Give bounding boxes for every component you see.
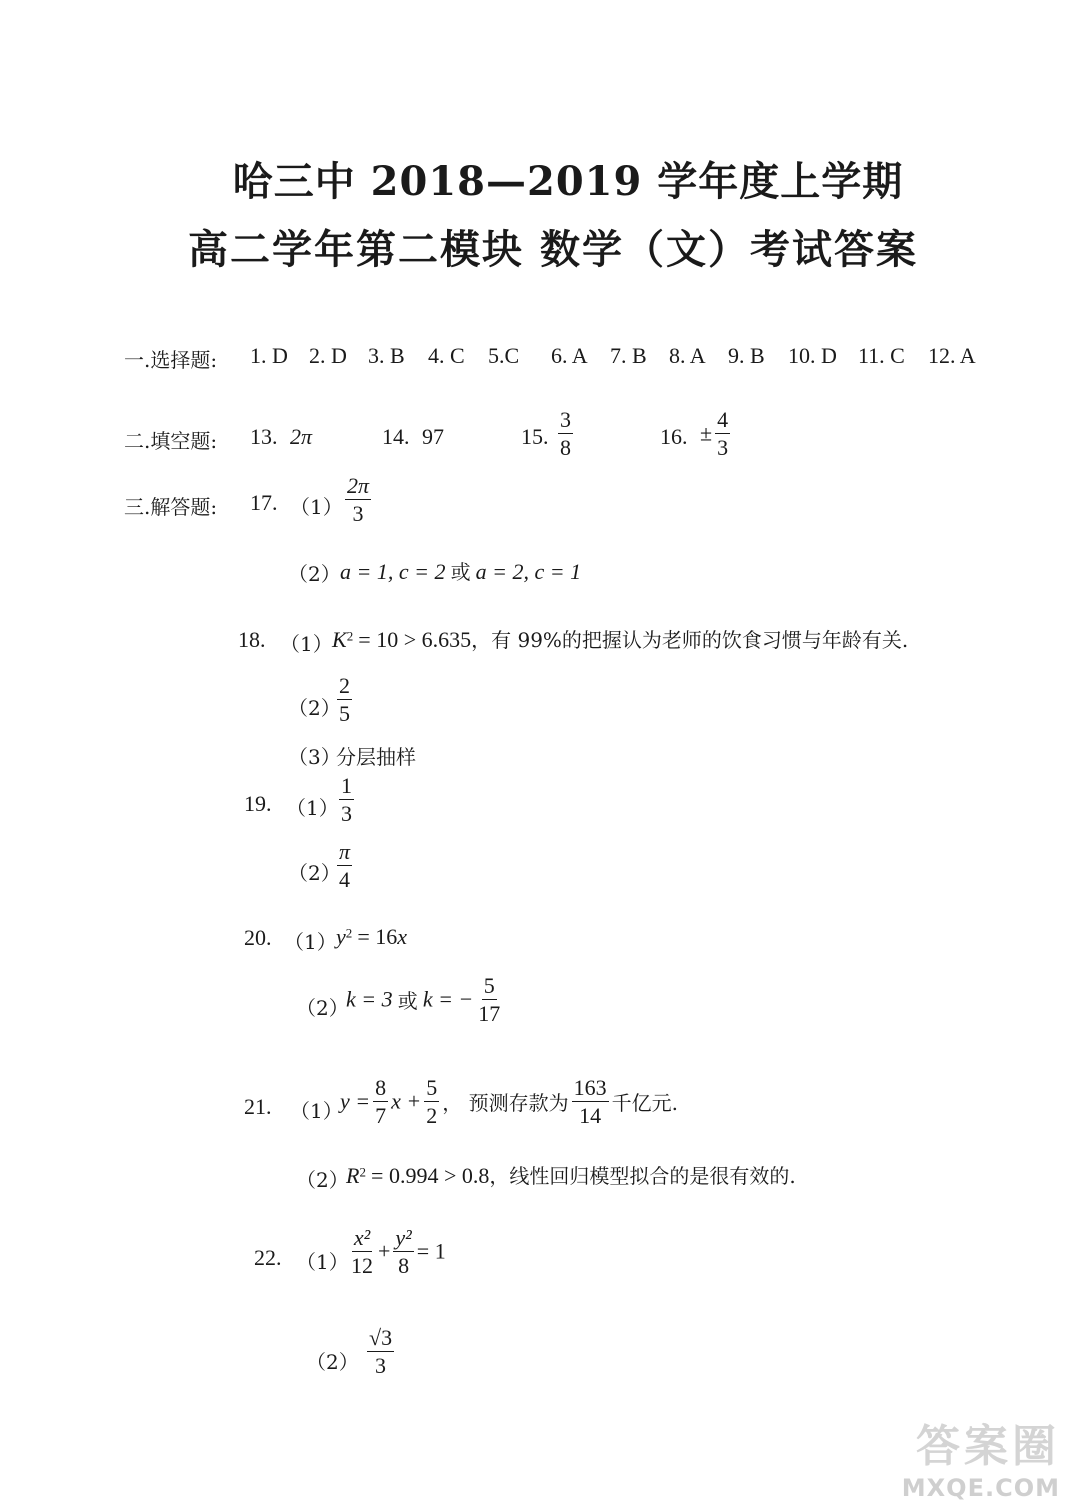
- choice-answer-2: 2. D: [309, 343, 347, 368]
- q22-part2-answer: [364, 1326, 397, 1377]
- fraction: $\frac{1}{3}$: [341, 773, 352, 827]
- q18-part2-label: （2）: [288, 696, 341, 720]
- fraction: $\frac{\text{x²}}{12}$: [351, 1225, 373, 1279]
- q16-answer: ± $\frac{4}{3}$: [700, 407, 729, 461]
- fraction: $\frac{\pi}{4}$: [339, 839, 351, 893]
- q16-number: 16.: [660, 424, 688, 449]
- q21-part2-answer: $R^2 = 0.994 > 0.8$，线性回归模型拟合的是很有效的.: [346, 1163, 796, 1188]
- choice-answer-5: 5.C: [488, 343, 520, 368]
- q19-part2-answer: [334, 840, 355, 891]
- q22-part1-answer: $\frac{\text{x²}}{12}$ + $\frac{\text{y²}}{8}$ = 1: [351, 1225, 446, 1279]
- section-solve-label: 三.解答题:: [124, 495, 218, 519]
- choice-answer-3: 3. B: [368, 343, 405, 368]
- fraction: $\frac{5}{17}$: [478, 973, 501, 1027]
- fraction: $\frac{2}{5}$: [339, 673, 350, 727]
- choice-answer-12: 12. A: [928, 343, 976, 368]
- q19-part1-label: （1）: [286, 796, 339, 820]
- choice-answer-11: 11. C: [858, 343, 905, 368]
- fraction: $\frac{4}{3}$: [717, 407, 729, 461]
- fraction: $\frac{\text{y²}}{8}$: [395, 1225, 412, 1279]
- page-title-line1: 哈三中 2018—2019 学年度上学期: [232, 158, 904, 205]
- q18-number: 18.: [238, 627, 266, 652]
- q20-part2-answer: k = 3 或 k = − $\frac{5}{17}$: [346, 973, 501, 1027]
- q15-answer: [555, 408, 576, 459]
- q20-part1-answer: $y^2 = 16x$: [336, 924, 408, 949]
- q18-part1-answer: $K^2 = 10 > 6.635$，有 99%的把握认为老师的饮食习惯与年龄有关.: [332, 627, 909, 652]
- choice-answer-4: 4. C: [428, 343, 465, 368]
- q21-number: 21.: [244, 1094, 272, 1119]
- q20-part2-label: （2）: [296, 996, 349, 1020]
- choice-answer-7: 7. B: [610, 343, 647, 368]
- q22-part2-label: （2）: [306, 1350, 359, 1374]
- q19-part1-answer: [336, 774, 357, 825]
- q22-number: 22.: [254, 1245, 282, 1270]
- fraction: $\frac{3}{8}$: [560, 407, 571, 461]
- q13-answer: 2π: [290, 424, 313, 449]
- q17-number: 17.: [250, 490, 278, 515]
- q18-part3-answer: 分层抽样: [336, 745, 416, 769]
- fraction: $\frac{5}{2}$: [426, 1075, 438, 1129]
- watermark-logo: 答案圈 MXQE.COM: [901, 1421, 1060, 1502]
- q14-answer: 97: [422, 424, 444, 449]
- q21-part1-label: （1）: [290, 1099, 343, 1123]
- q17-part2-answer: a = 1, c = 2 或 a = 2, c = 1: [340, 559, 582, 584]
- section-choice-label: 一.选择题:: [124, 348, 218, 372]
- q18-part3-label: （3）: [288, 745, 341, 769]
- fraction: $\frac{163}{14}$: [573, 1075, 607, 1129]
- fraction: $\frac{2\pi}{3}$: [347, 473, 370, 527]
- q20-number: 20.: [244, 925, 272, 950]
- q17-part1-answer: [342, 474, 374, 525]
- q19-number: 19.: [244, 791, 272, 816]
- choice-answer-10: 10. D: [788, 343, 837, 368]
- q15-number: 15.: [521, 424, 549, 449]
- q21-part2-label: （2）: [296, 1168, 349, 1192]
- choice-answer-9: 9. B: [728, 343, 765, 368]
- fraction: $\frac{8}{7}$: [375, 1075, 387, 1129]
- fraction: $\frac{√3}{3}$: [369, 1325, 393, 1379]
- choice-answer-1: 1. D: [250, 343, 288, 368]
- q18-part1-label: （1）: [280, 632, 333, 656]
- q20-part1-label: （1）: [284, 930, 337, 954]
- choice-answer-6: 6. A: [551, 343, 588, 368]
- q17-part2-label: （2）: [288, 562, 341, 586]
- q21-part1-answer: y = $\frac{8}{7}$ x + $\frac{5}{2}$ ， 预测存款为 $\frac{163}{14}$ 千亿元.: [340, 1075, 678, 1129]
- q18-part2-answer: [334, 674, 355, 725]
- page-title-line2: 高二学年第二模块 数学（文）考试答案: [188, 226, 918, 273]
- choice-answer-8: 8. A: [669, 343, 706, 368]
- q13-number: 13.: [250, 424, 278, 449]
- q19-part2-label: （2）: [288, 861, 341, 885]
- q22-part1-label: （1）: [296, 1250, 349, 1274]
- section-fill-label: 二.填空题:: [124, 429, 218, 453]
- q14-number: 14.: [382, 424, 410, 449]
- q17-part1-label: （1）: [290, 495, 343, 519]
